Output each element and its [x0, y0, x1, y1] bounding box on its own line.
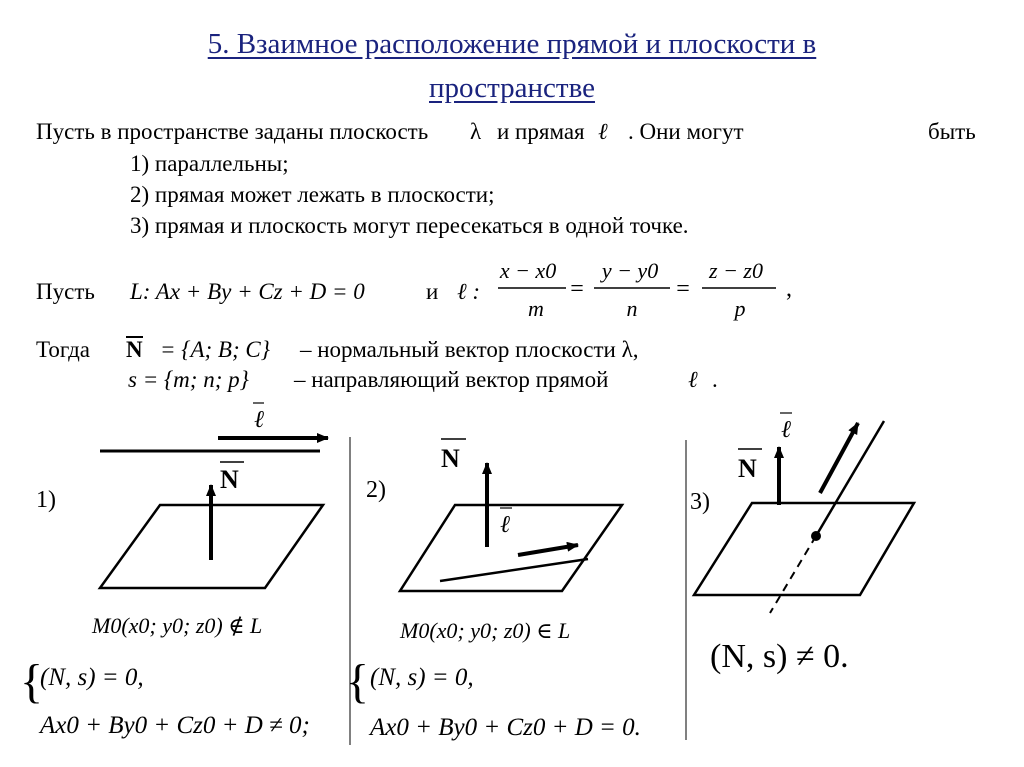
case1-number: 1) [36, 487, 56, 513]
then-label: Тогда [36, 337, 91, 362]
case1-brace: { [20, 655, 44, 708]
and-word: и [426, 279, 439, 304]
case2-brace: { [346, 655, 370, 708]
frac1-denominator: m [528, 296, 544, 321]
direction-period: . [712, 367, 718, 392]
intro-line1-b: и прямая [497, 119, 585, 144]
page-title-line1: 5. Взаимное расположение прямой и плоскости в [207, 28, 817, 60]
case3-line-below [770, 536, 816, 613]
case2-plane [400, 505, 622, 591]
normal-vector-components: = {A; B; C} [160, 337, 270, 362]
case1-system-line1: (N, s) = 0, [40, 664, 144, 691]
case2-point-condition: M0(x0; y0; z0) ∈ L [400, 618, 571, 643]
case2-direction-arrow [518, 545, 578, 555]
frac2-denominator: n [626, 296, 638, 321]
case2-system-line2: Ax0 + By0 + Cz0 + D = 0. [370, 714, 641, 741]
case2-system-line1: (N, s) = 0, [370, 664, 474, 691]
direction-vector: s = {m; n; p} [128, 367, 249, 392]
case2-line [440, 559, 588, 581]
list-item-2: 2) прямая может лежать в плоскости; [130, 182, 495, 207]
case1-system-line2: Ax0 + By0 + Cz0 + D ≠ 0; [40, 712, 310, 739]
intro-line1-a: Пусть в пространстве заданы плоскость [36, 119, 429, 144]
frac3-denominator: p [734, 296, 746, 321]
intro-line1-d: быть [928, 119, 976, 144]
canonical-line-equation [490, 250, 820, 330]
case3-plane [694, 503, 914, 595]
list-item-1: 1) параллельны; [130, 151, 289, 176]
case3-direction-arrow [820, 423, 858, 493]
case3-intersection-point [811, 531, 821, 541]
normal-vector-symbol: N [126, 337, 143, 362]
plane-equation: L: Ax + By + Cz + D = 0 [130, 279, 365, 304]
case2-diagram [346, 439, 641, 741]
case1-N-label: N [220, 465, 239, 494]
line-label: ℓ : [457, 279, 480, 304]
case3-diagram [690, 413, 914, 675]
case1-diagram [20, 403, 328, 739]
equals-sign-2: = [676, 276, 690, 302]
case1-ell-label: ℓ [254, 407, 264, 433]
case3-number: 3) [690, 489, 710, 515]
case3-condition: (N, s) ≠ 0. [710, 638, 849, 675]
direction-ell: ℓ [688, 367, 698, 392]
frac2-numerator: y − y0 [601, 258, 659, 283]
case2-ell-label: ℓ [500, 512, 510, 538]
intro-line1-c: . Они могут [628, 119, 744, 144]
equation-comma: , [786, 276, 792, 302]
case3-N-label: N [738, 454, 757, 483]
direction-vector-description: – направляющий вектор прямой [294, 367, 609, 392]
ell-symbol: ℓ [598, 119, 608, 144]
case2-N-label: N [441, 444, 460, 473]
list-item-3: 3) прямая и плоскость могут пересекаться в одной точке. [130, 213, 689, 238]
equals-sign-1: = [570, 276, 584, 302]
frac1-numerator: x − x0 [499, 258, 557, 283]
case1-point-condition: M0(x0; y0; z0) ∉ L [92, 613, 263, 638]
lambda-symbol: λ [470, 119, 482, 144]
cases-diagram [0, 395, 1024, 767]
normal-vector-description: – нормальный вектор плоскости λ, [300, 337, 639, 362]
frac3-numerator: z − z0 [709, 258, 763, 283]
page-title-line2: пространстве [429, 72, 595, 104]
case2-number: 2) [366, 477, 386, 503]
case3-ell-label: ℓ [781, 417, 791, 443]
let-label: Пусть [36, 279, 95, 304]
